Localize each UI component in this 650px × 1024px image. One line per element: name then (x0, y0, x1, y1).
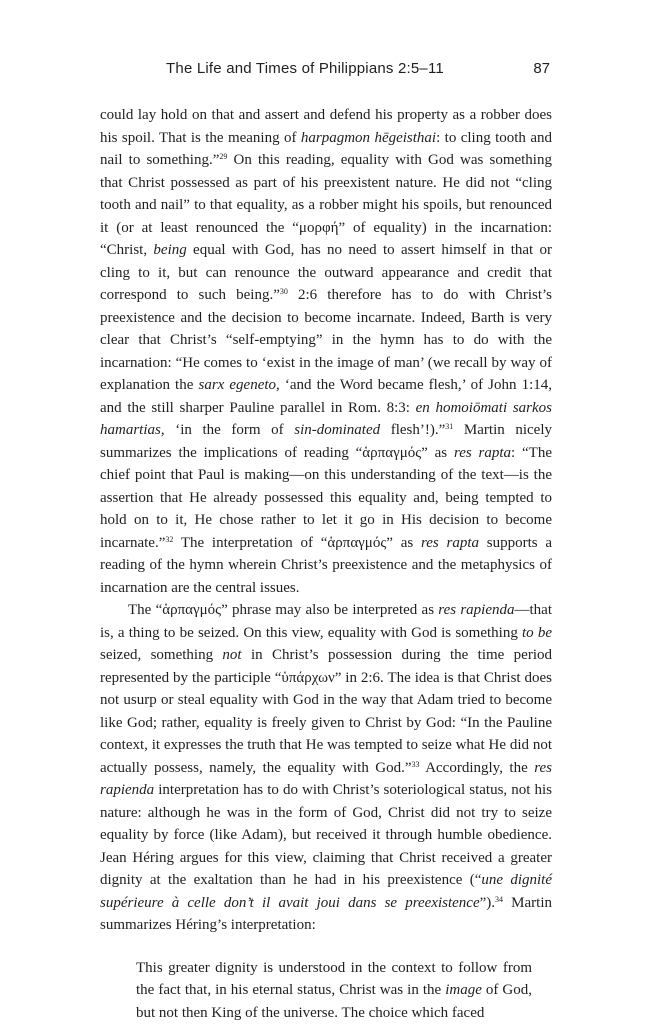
italic-term: sarx egeneto (198, 377, 276, 393)
italic-term: res rapta (454, 445, 511, 461)
text-run: seized, something (100, 647, 222, 663)
running-header (100, 58, 550, 82)
italic-term: res rapta (421, 535, 479, 551)
text-run: Accordingly, the (420, 760, 535, 776)
text-run: The “ἁρπαγμός” phrase may also be interpreted as (128, 602, 438, 618)
text-run: supports a reading of the hymn wherein Christ’s preexistence and the metaphysics of incarnation are the central issues. (100, 535, 552, 596)
block-quote (136, 957, 532, 1024)
italic-term: not (222, 647, 241, 663)
text-run: Martin nicely summarizes the implications of reading “ἁρπαγμός” as (100, 422, 552, 461)
running-title: The Life and Times of Philippians 2:5–11 (100, 60, 510, 77)
text-run: flesh’!).” (380, 422, 445, 438)
text-run: interpretation has to do with Christ’s soteriological status, not his nature: although he was in the form of God, Christ did not try to seize equality by force (like Adam), but received it through humble obedience. Jean Héring argues for this view, claiming that Christ received a greater dignity at the exaltation than he had in his preexistence (“ (100, 782, 552, 888)
text-run: Martin summarizes Héring’s interpretation: (100, 895, 552, 934)
footnote-ref-31[interactable]: 31 (445, 422, 453, 431)
text-run: , ‘in the form of (161, 422, 294, 438)
text-run: ”). (480, 895, 495, 911)
text-run: : “The chief point that Paul is making—on this understanding of the text—is the assertion that He already possessed this equality and, being tempted to hold on to it, He chose rather to let it go in His decision to become incarnate.” (100, 445, 552, 551)
text-run: —that is, a thing to be seized. On this view, equality with God is something (100, 602, 552, 641)
text-run: , ‘and the Word became flesh,’ of John 1:14, and the still sharper Pauline parallel in Rom. 8:3: (100, 377, 552, 416)
italic-term: res rapienda (438, 602, 514, 618)
italic-term: image (445, 982, 482, 998)
text-run: This greater dignity is understood in the context to follow from the fact that, in his eternal status, Christ was in the (136, 960, 532, 999)
text-run: in Christ’s possession during the time period represented by the participle “ὑπάρχων” in 2:6. The idea is that Christ does not usurp or steal equality with God in the way that Adam tried to become like God; rather, equality is freely given to Christ by God: “In the Pauline context, it expresses the truth that He was tempted to seize what He did not actually possess, namely, the equality with God.” (100, 647, 552, 776)
italic-term: harpagmon hēgeisthai (301, 130, 436, 146)
text-run: equal with God, has no need to assert himself in that or cling to it, but can renounce the outward appearance and credit that correspond to such being.” (100, 242, 552, 303)
text-run: of God, but not then King of the universe. The choice which faced (136, 982, 532, 1021)
paragraph-barth (100, 104, 552, 599)
paragraph-res-rapienda (100, 599, 552, 937)
italic-term: res rapienda (100, 760, 552, 799)
text-run: : to cling tooth and nail to something.” (100, 130, 552, 169)
italic-term: une dignité supérieure à celle don’t il avait joui dans se preexistence (100, 872, 552, 911)
text-run: could lay hold on that and assert and defend his property as a robber does his spoil. That is the meaning of (100, 107, 552, 146)
italic-term: en homoiōmati sarkos hamartias (100, 400, 552, 439)
body-text (100, 104, 552, 1024)
footnote-ref-34[interactable]: 34 (495, 895, 503, 904)
footnote-ref-33[interactable]: 33 (412, 760, 420, 769)
italic-term: sin-dominated (294, 422, 380, 438)
footnote-ref-29[interactable]: 29 (219, 152, 227, 161)
text-run: 2:6 therefore has to do with Christ’s preexistence and the decision to become incarnate. Indeed, Barth is very clear that Christ’s “self-emptying” in the hymn has to do with the incarnation: “He comes to ‘exist in the image of man’ (we recall by way of explanation the (100, 287, 552, 393)
italic-term: to be (522, 625, 552, 641)
italic-term: being (153, 242, 186, 258)
footnote-ref-32[interactable]: 32 (165, 535, 173, 544)
text-run: On this reading, equality with God was something that Christ possessed as part of his preexistent nature. He did not “cling tooth and nail” to that equality, as a robber might his spoils, but renounced it (or at least renounced the “μορφή” of equality) in the incarnation: “Christ, (100, 152, 552, 258)
footnote-ref-30[interactable]: 30 (280, 287, 288, 296)
page-number: 87 (533, 60, 550, 77)
text-run: The interpretation of “ἁρπαγμός” as (173, 535, 421, 551)
